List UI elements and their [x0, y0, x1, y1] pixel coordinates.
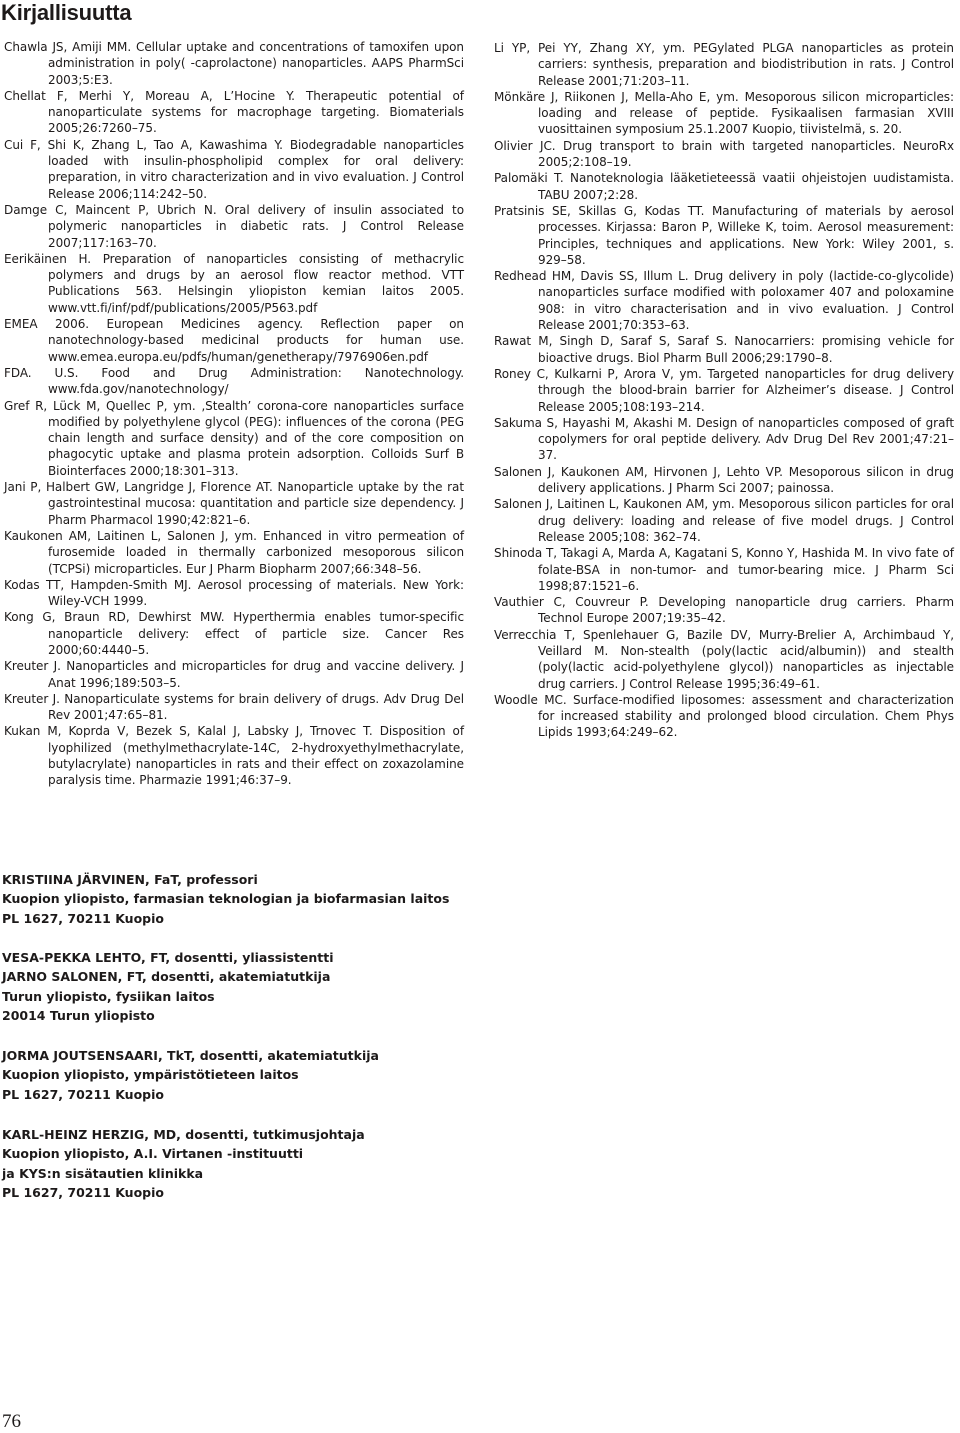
- author-line: PL 1627, 70211 Kuopio: [2, 1184, 164, 1200]
- reference-item: Palomäki T. Nanoteknologia lääketieteessä vaatii ohjeistojen uudistamista. TABU 2007;2:28.: [494, 171, 954, 202]
- reference-item: Rawat M, Singh D, Saraf S, Saraf S. Nanocarriers: promising vehicle for bioactive drugs. Biol Pharm Bull 2006;29:1790–8.: [494, 334, 954, 365]
- reference-item: Chellat F, Merhi Y, Moreau A, L’Hocine Y. Therapeutic potential of nanoparticulate systems for macrophage targeting. Biomaterials 2005;26:7260–75.: [4, 88, 464, 136]
- author-line: PL 1627, 70211 Kuopio: [2, 1086, 164, 1102]
- reference-item: Roney C, Kulkarni P, Arora V, ym. Targeted nanoparticles for drug delivery through the blood-brain barrier for Alzheimer’s disease. J Control Release 2005;108:193–214.: [494, 366, 954, 414]
- reference-item: EMEA 2006. European Medicines agency. Reflection paper on nanotechnology-based medicinal products for human use. www.emea.europa.eu/pdfs/human/genetherapy/7976906en.pdf: [4, 317, 464, 364]
- author-line: Kuopion yliopisto, farmasian teknologian ja biofarmasian laitos: [2, 891, 450, 907]
- reference-item: Cui F, Shi K, Zhang L, Tao A, Kawashima Y. Biodegradable nanoparticles loaded with insulin-phospholipid complex for oral delivery: preparation, in vitro characterization and in vivo evaluation. J Control Release 2006;114:242–50.: [4, 137, 464, 201]
- reference-item: Damge C, Maincent P, Ubrich N. Oral delivery of insulin associated to polymeric nanoparticles in diabetic rats. J Control Release 2007;117:163–70.: [4, 202, 464, 250]
- reference-item: Olivier JC. Drug transport to brain with targeted nanoparticles. NeuroRx 2005;2:108–19.: [494, 138, 954, 170]
- author-line: PL 1627, 70211 Kuopio: [2, 910, 164, 926]
- author-line: 20014 Turun yliopisto: [2, 1007, 155, 1023]
- reference-item: Kukan M, Koprda V, Bezek S, Kalal J, Labsky J, Trnovec T. Disposition of lyophilized (methylmethacrylate-14C, 2-hydroxyethylmethacrylate, butylacrylate) nanoparticles in rats and their effect on zoxazolamine paralysis time. Pharmazie 1991;46:37–9.: [4, 724, 464, 788]
- author-block: [2, 1046, 602, 1104]
- author-block: [2, 1125, 602, 1202]
- reference-item: Shinoda T, Takagi A, Marda A, Kagatani S, Konno Y, Hashida M. In vivo fate of folate-BSA in non-tumor- and tumor-bearing mice. J Pharm Sci 1998;87:1521–6.: [494, 546, 954, 593]
- author-line: Kuopion yliopisto, A.I. Virtanen -instituutti: [2, 1146, 304, 1162]
- author-line: JORMA JOUTSENSAARI, TkT, dosentti, akatemiatutkija: [2, 1048, 379, 1063]
- reference-item: FDA. U.S. Food and Drug Administration: Nanotechnology. www.fda.gov/nanotechnology/: [4, 365, 464, 397]
- author-line: KARL-HEINZ HERZIG, MD, dosentti, tutkimusjohtaja: [2, 1127, 365, 1142]
- author-line: JARNO SALONEN, FT, dosentti, akatemiatutkija: [2, 969, 331, 985]
- reference-item: Salonen J, Kaukonen AM, Hirvonen J, Lehto VP. Mesoporous silicon in drug delivery applications. J Pharm Sci 2007; painossa.: [494, 464, 954, 496]
- reference-item: Kreuter J. Nanoparticles and microparticles for drug and vaccine delivery. J Anat 1996;189:503–5.: [4, 659, 464, 690]
- author-line: VESA-PEKKA LEHTO, FT, dosentti, yliassistentti: [2, 950, 334, 965]
- reference-item: Redhead HM, Davis SS, Illum L. Drug delivery in poly (lactide-co-glycolide) nanoparticles surface modified with poloxamer 407 and poloxamine 908: in vitro characterisation and in vivo evaluation. J Control Release 2001;70:353–63.: [494, 269, 954, 333]
- author-block: [2, 870, 602, 928]
- reference-item: Eerikäinen H. Preparation of nanoparticles consisting of methacrylic polymers and drugs by an aerosol flow reactor method. VTT Publications 563. Helsingin yliopiston kemian laitos 2005. www.vtt.fi/inf/pdf/publications/2005/P563.pdf: [4, 251, 464, 315]
- reference-item: Woodle MC. Surface-modified liposomes: assessment and characterization for increased stability and prolonged blood circulation. Chem Phys Lipids 1993;64:249–62.: [494, 692, 954, 740]
- reference-item: Salonen J, Laitinen L, Kaukonen AM, ym. Mesoporous silicon particles for oral drug delivery: loading and release of five model drugs. J Control Release 2005;108: 362–74.: [494, 497, 954, 544]
- references-column-right: [494, 40, 954, 741]
- author-block: [2, 948, 602, 1025]
- reference-item: Jani P, Halbert GW, Langridge J, Florence AT. Nanoparticle uptake by the rat gastrointestinal mucosa: quantitation and particle size dependency. J Pharm Pharmacol 1990;42:821–6.: [4, 480, 464, 527]
- reference-item: Sakuma S, Hayashi M, Akashi M. Design of nanoparticles composed of graft copolymers for oral peptide delivery. Adv Drug Del Rev 2001;47:21–37.: [494, 415, 954, 463]
- section-heading: Kirjallisuutta: [1, 0, 132, 25]
- page-number: 76: [2, 1411, 21, 1432]
- reference-item: Li YP, Pei YY, Zhang XY, ym. PEGylated PLGA nanoparticles as protein carriers: synthesis, preparation and biodistribution in rats. J Control Release 2001;71:203–11.: [494, 41, 954, 88]
- author-line: Kuopion yliopisto, ympäristötieteen laitos: [2, 1067, 299, 1083]
- reference-item: Pratsinis SE, Skillas G, Kodas TT. Manufacturing of materials by aerosol processes. Kirjassa: Baron P, Willeke K, toim. Aerosol measurement: Principles, techniques and applications. New York: Wiley 2001, s. 929–58.: [494, 203, 954, 267]
- reference-item: Kaukonen AM, Laitinen L, Salonen J, ym. Enhanced in vitro permeation of furosemide loaded in thermally carbonized mesoporous silicon (TCPSi) microparticles. Eur J Pharm Biopharm 2007;66:348–56.: [4, 528, 464, 576]
- reference-item: Kong G, Braun RD, Dewhirst MW. Hyperthermia enables tumor-specific nanoparticle delivery: effect of particle size. Cancer Res 2000;60:4440–5.: [4, 610, 464, 657]
- author-line: KRISTIINA JÄRVINEN, FaT, professori: [2, 872, 258, 887]
- reference-item: Kodas TT, Hampden-Smith MJ. Aerosol processing of materials. New York: Wiley-VCH 1999.: [4, 577, 464, 609]
- reference-item: Kreuter J. Nanoparticulate systems for brain delivery of drugs. Adv Drug Del Rev 2001;47:65–81.: [4, 691, 464, 723]
- author-line: Turun yliopisto, fysiikan laitos: [2, 988, 215, 1004]
- reference-item: Mönkäre J, Riikonen J, Mella-Aho E, ym. Mesoporous silicon microparticles: loading and release of peptide. Fysikaalisen farmasian XVIII vuosittainen symposium 25.1.2007 Kuopio, tiivistelmä, s. 20.: [494, 89, 954, 137]
- reference-item: Verrecchia T, Spenlehauer G, Bazile DV, Murry-Brelier A, Archimbaud Y, Veillard M. Non-stealth (poly(lactic acid/albumin)) and stealth (poly(lactic acid-polyethylene glycol)) nanoparticles as injectable drug carriers. J Control Release 1995;36:49–61.: [494, 627, 954, 691]
- reference-item: Gref R, Lück M, Quellec P, ym. ‚Stealth’ corona-core nanoparticles surface modified by polyethylene glycol (PEG): influences of the corona (PEG chain length and surface density) and of the core composition on phagocytic uptake and plasma protein adsorption. Colloids Surf B Biointerfaces 2000;18:301–313.: [4, 398, 464, 478]
- reference-item: Chawla JS, Amiji MM. Cellular uptake and concentrations of tamoxifen upon administration in poly( -caprolactone) nanoparticles. AAPS PharmSci 2003;5:E3.: [4, 40, 464, 87]
- reference-item: Vauthier C, Couvreur P. Developing nanoparticle drug carriers. Pharm Technol Europe 2007;19:35–42.: [494, 595, 954, 626]
- references-column-left: [4, 39, 464, 789]
- author-line: ja KYS:n sisätautien klinikka: [2, 1165, 204, 1181]
